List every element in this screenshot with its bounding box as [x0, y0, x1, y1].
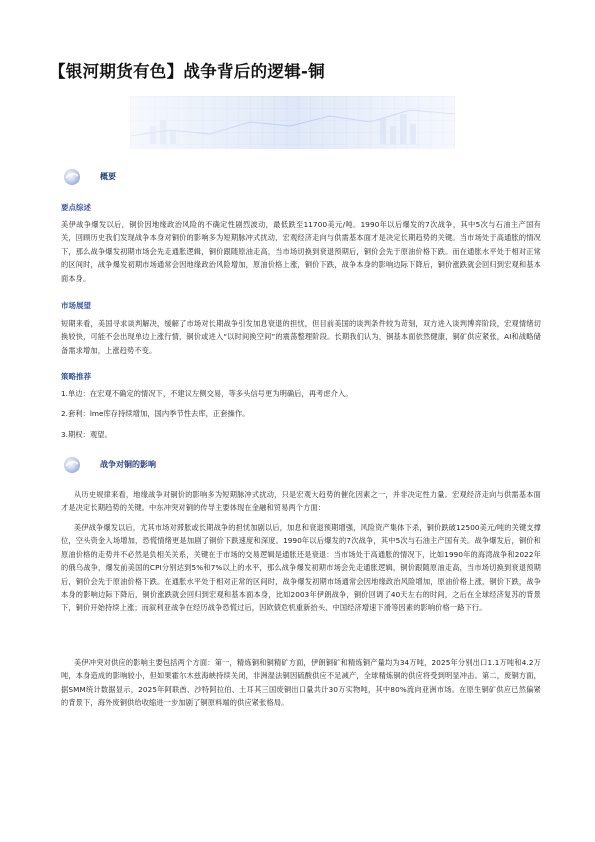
strategy-title: 策略推荐 — [61, 372, 91, 381]
page-title: 【银河期货有色】战争背后的逻辑-铜 — [49, 62, 325, 81]
impact-paragraph-3: 美伊冲突对供应的影响主要包括两个方面：第一，精炼铜和铜精矿方面，伊朗铜矿和精炼铜产量均为34万吨，2025年分别出口1.1万吨和4.2万吨，本身造成的影响较小，但如果霍尔木兹海峡持续关闭，非洲湿法铜因硫酸供应不足减产，全球精炼铜的供应将受到明显冲击。第二，废铜方面，据SMM统计数据显示，2025年阿联酋、沙特阿拉伯、土耳其三国废铜出口量共计30万实物吨，其中80%流向亚洲市场。在原生铜矿供应已然偏紧的背景下，海外废铜供给收缩进一步加剧了铜原料端的供应紧张格局。 — [61, 658, 541, 708]
market-outlook-title: 市场展望 — [61, 301, 91, 310]
strategy-item: 2.套利：lme库存持续增加，国内季节性去库，正套操作。 — [61, 409, 250, 418]
summary-heading: 概要 — [100, 172, 116, 181]
impact-heading: 战争对铜的影响 — [100, 460, 156, 469]
key-points-paragraph: 美伊战争爆发以后，铜价因地缘政治风险的不确定性剧烈波动，最低跌至11700美元/吨。1990年以后爆发的7次战争，其中5次与石油主产国有关，回顾历史我们发现战争本身对铜价的影响多为短期脉冲式扰动，宏观经济走向与供需基本面才是决定长期趋势的关键。当市场处于高通胀的情况下，那么战争爆发初期市场会先走通胀逻辑，铜价跟随原油走高，当市场切换到衰退预期后，铜价会先于原油价格下跌。而在通胀水平处于相对正常的区间时，战争爆发初期市场通常会因地缘政治风险增加，原油价格上涨，铜价下跌，战争本身的影响边际下降后，铜价涨跌就会回归到宏观和基本面本身。 — [61, 220, 541, 283]
header-banner-image — [130, 96, 455, 149]
impact-paragraph-1: 从历史规律来看，地缘战争对铜价的影响多为短期脉冲式扰动，只是宏观大趋势的催化因素之一，并非决定性力量。宏观经济走向与供需基本面才是决定长期趋势的关键。中东冲突对铜的传导主要体现在金融和贸易两个方面： — [61, 490, 541, 513]
market-outlook-paragraph: 短期来看，美国寻求谈判解决，缓解了市场对长期战争引发加息衰退的担忧，但目前美国的谈判条件较为苛刻，双方进入谈判博弈阶段，宏观情绪切换较快，可能不会出现单边上涨行情，铜价或进入“以时间换空间”的震荡整理阶段。长期我们认为，铜基本面依然健康，铜矿供应紧张，AI和战略储备需求增加，上涨趋势不变。 — [61, 319, 541, 355]
strategy-item: 3.期权：观望。 — [61, 430, 112, 439]
section-orb-icon — [62, 455, 82, 475]
impact-paragraph-2: 美伊战争爆发以后，尤其市场对滞胀或长期战争的担忧加剧以后，加息和衰退预期增强，风险资产集体下杀，铜价跌破12500美元/吨的关键支撑位，空头资金入场增加，恐慌情绪更是加剧了铜价下跌速度和深度。1990年以后爆发的7次战争，其中5次与石油主产国有关。战争爆发后，铜价和原油价格的走势并不必然是负相关关系，关键在于市场的交易逻辑是通胀还是衰退：当市场处于高通胀的情况下，比如1990年的海湾战争和2022年的俄乌战争，爆发前美国的CPI分别达到5%和7%以上的水平，那么战争爆发初期市场会先走通胀逻辑，铜价跟随原油走高，当市场切换到衰退预期后，铜价会先于原油价格下跌。在通胀水平处于相对正常的区间时，战争爆发初期市场通常会因地缘政治风险增加，原油价格上涨，铜价下跌，战争本身的影响边际下降后，铜价涨跌就会回归到宏观和基本面本身，比如2003年伊朗战争，铜价回调了40天左右的时间，之后在全球经济复苏的背景下，铜价开始持续上涨；而叙利亚战争在经历战争恐慌过后，因欧债危机重新抬头、中国经济增速下滑等因素的影响价格一路下行。 — [61, 523, 541, 613]
section-orb-icon — [62, 167, 82, 187]
banner-pattern — [130, 96, 455, 149]
strategy-item: 1.单边：在宏观不确定的情况下，不建议左侧交易，等多头信号更为明确后，再考虑介入。 — [61, 389, 353, 398]
key-points-title: 要点综述 — [61, 203, 91, 212]
